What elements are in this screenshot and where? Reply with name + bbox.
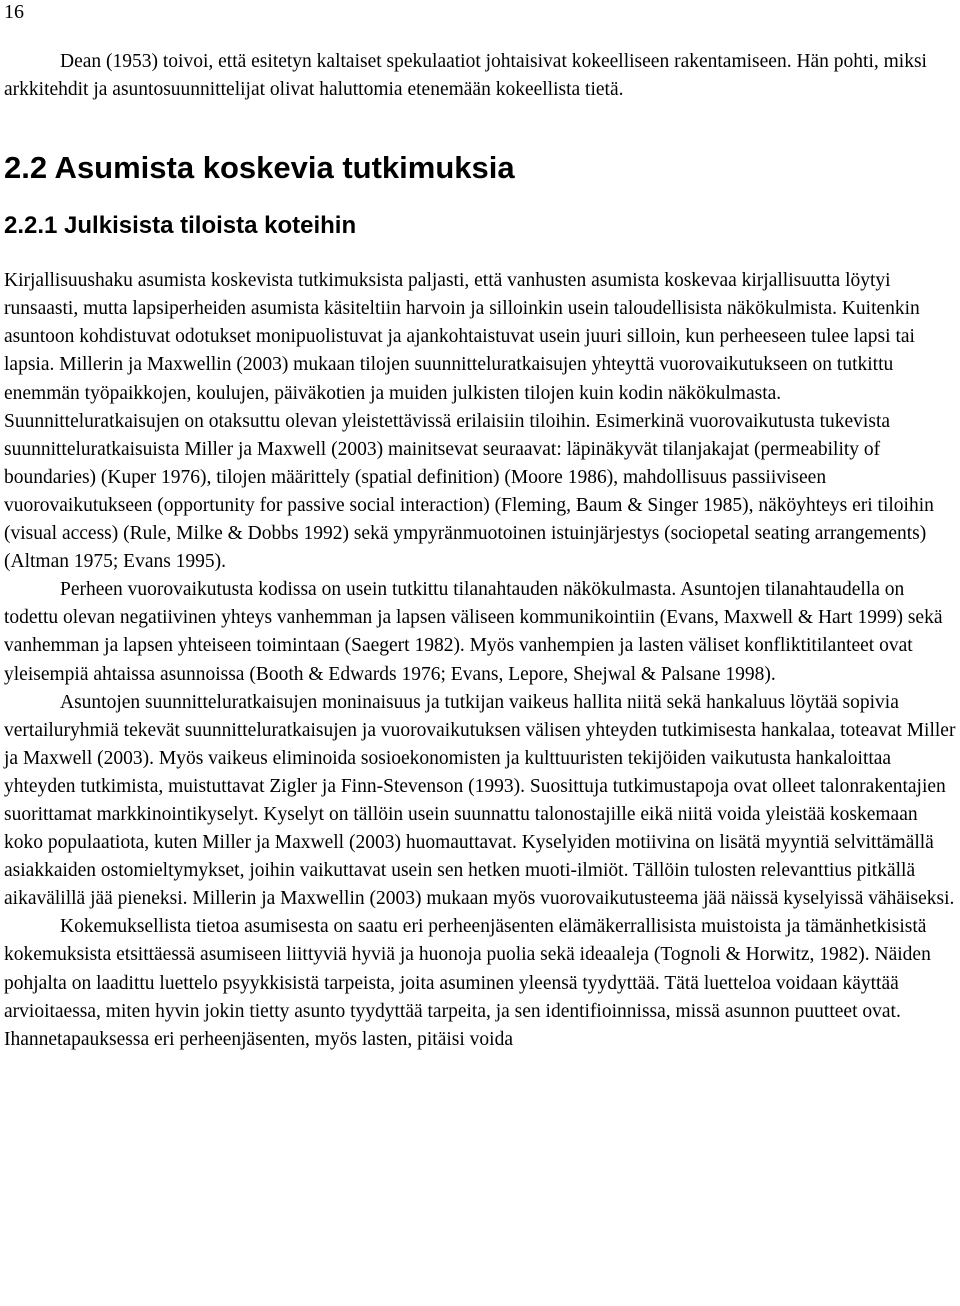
body-paragraph-1: Kirjallisuushaku asumista koskevista tutkimuksista paljasti, että vanhusten asumista koskevaa kirjallisuutta löytyi runsaasti, mutta lapsiperheiden asumista käsiteltiin harvoin ja silloinkin usein taloudellisista näkökulmista. Kuitenkin asuntoon kohdistuvat odotukset monipuolistuvat ja ajankohtaistuvat usein juuri silloin, kun perheeseen tulee lapsi tai lapsia. Millerin ja Maxwellin (2003) mukaan tilojen suunnitteluratkaisujen yhteyttä vuorovaikutukseen on tutkittu enemmän työpaikkojen, koulujen, päiväkotien ja muiden julkisten tilojen kuin kodin näkökulmasta. Suunnitteluratkaisujen on otaksuttu olevan yleistettävissä erilaisiin tiloihin. Esimerkinä vuorovaikutusta tukevista suunnitteluratkaisuista Miller ja Maxwell (2003) mainitsevat seuraavat: läpinäkyvät tilanjakajat (permeability of boundaries) (Kuper 1976), tilojen määrittely (spatial definition) (Moore 1986), mahdollisuus passiiviseen vuorovaikutukseen (opportunity for passive social interaction) (Fleming, Baum & Singer 1985), näköyhteys eri tiloihin (visual access) (Rule, Milke & Dobbs 1992) sekä ympyränmuotoinen istuinjärjestys (sociopetal seating arrangements) (Altman 1975; Evans 1995). — [4, 270, 934, 573]
intro-paragraph: Dean (1953) toivoi, että esitetyn kaltaiset spekulaatiot johtaisivat kokeelliseen rakentamiseen. Hän pohti, miksi arkkitehdit ja asuntosuunnittelijat olivat haluttomia etenemään kokeellista tietä. — [4, 51, 927, 101]
page-number: 16 — [4, 1, 24, 23]
body-paragraph-4: Kokemuksellista tietoa asumisesta on saatu eri perheenjäsenten elämäkerrallisista muistoista ja tämänhetkisistä kokemuksista etsittäessä asumiseen liittyviä hyviä ja huonoja puolia sekä ideaaleja (Tognoli & Horwitz, 1982). Näiden pohjalta on laadittu luettelo psyykkisistä tarpeista, joita asuminen yleensä tyydyttää. Tätä luetteloa voidaan käyttää arvioitaessa, miten hyvin jokin tietty asunto tyydyttää tarpeita, ja sen identifioinnissa, missä asunnon puutteet ovat. Ihannetapauksessa eri perheenjäsenten, myös lasten, pitäisi voida — [4, 916, 931, 1050]
body-paragraph-3: Asuntojen suunnitteluratkaisujen moninaisuus ja tutkijan vaikeus hallita niitä sekä hankaluus löytää sopivia vertailuryhmiä tekevät suunnitteluratkaisujen ja vuorovaikutuksen välisen yhteyden tutkimisesta hankalaa, toteavat Miller ja Maxwell (2003). Myös vaikeus eliminoida sosioekonomisten ja kulttuuristen tekijöiden vaikutusta hankaloittaa yhteyden tutkimista, muistuttavat Zigler ja Finn-Stevenson (1993). Suosittuja tutkimustapoja ovat olleet talonrakentajien suorittamat markkinointikyselyt. Kyselyt on tällöin usein suunnattu talonostajille eikä niitä voida yleistää koskemaan koko populaatiota, kuten Miller ja Maxwell (2003) huomauttavat. Kyselyiden motiivina on lisätä myyntiä selvittämällä asiakkaiden ostomieltymykset, joihin vaikuttavat usein sen hetken muoti-ilmiöt. Tällöin tulosten relevanttius pitkällä aikavälillä jää pieneksi. Millerin ja Maxwellin (2003) mukaan myös vuorovaikutusteema jää näissä kyselyissä vähäiseksi. — [4, 691, 956, 910]
section-heading: 2.2 Asumista koskevia tutkimuksia — [4, 150, 515, 186]
page-content — [4, 48, 958, 1054]
subsection-heading: 2.2.1 Julkisista tiloista koteihin — [4, 212, 357, 240]
body-paragraph-2: Perheen vuorovaikutusta kodissa on usein tutkittu tilanahtauden näkökulmasta. Asuntojen tilanahtaudella on todettu olevan negatiivinen yhteys vanhemman ja lapsen väliseen kommunikointiin (Evans, Maxwell & Hart 1999) sekä vanhemman ja lapsen yhteiseen toimintaan (Saegert 1982). Myös vanhempien ja lasten väliset konfliktitilanteet ovat yleisempiä ahtaissa asunnoissa (Booth & Edwards 1976; Evans, Lepore, Shejwal & Palsane 1998). — [4, 579, 943, 685]
